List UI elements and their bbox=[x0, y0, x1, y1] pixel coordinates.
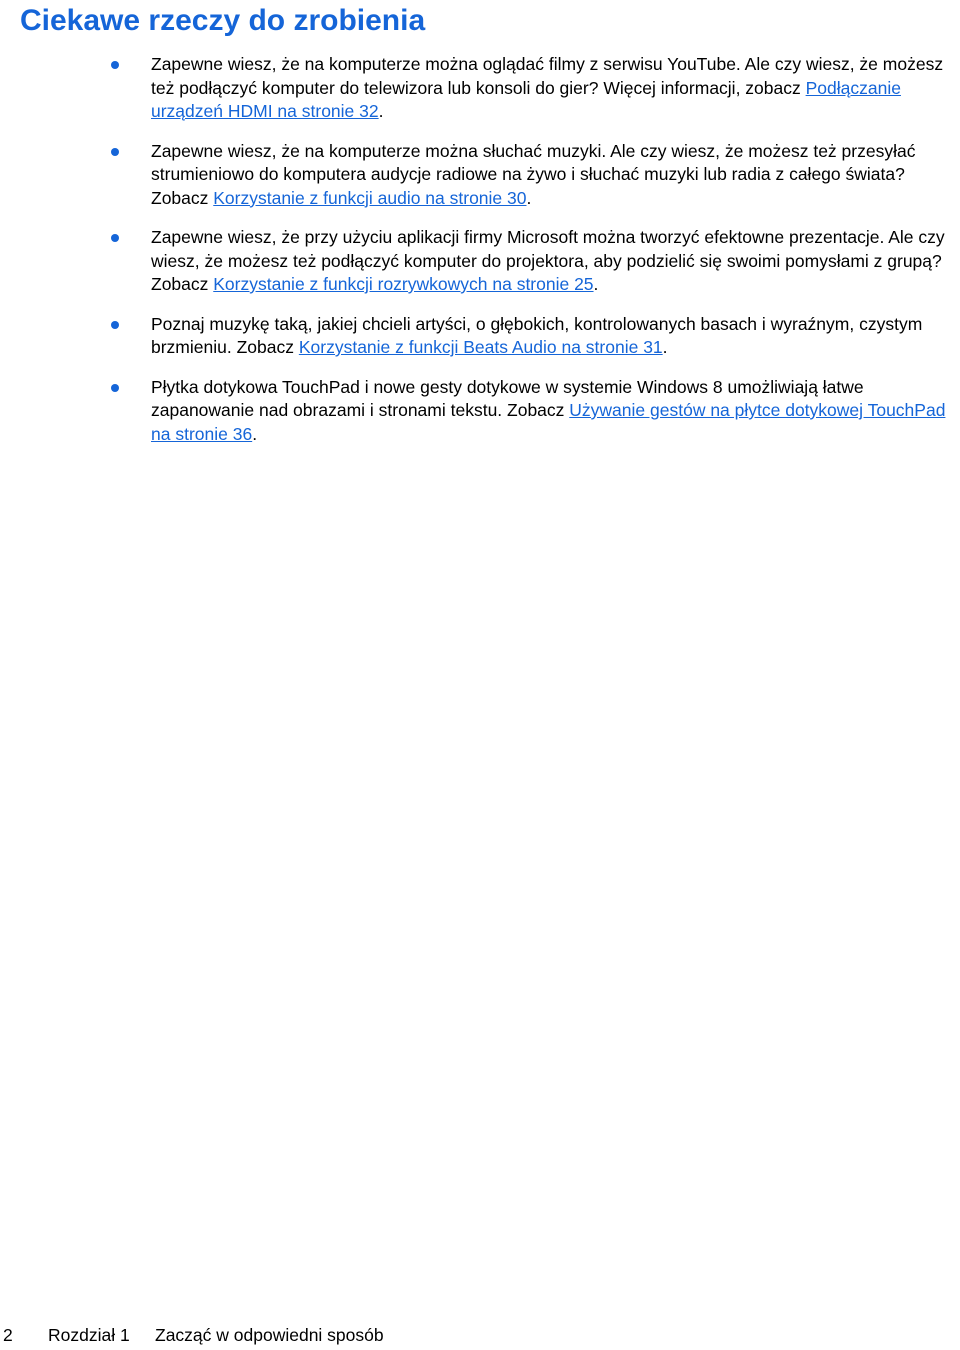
item-punctuation: . bbox=[526, 187, 532, 208]
list-item bbox=[0, 140, 960, 211]
link-beats-audio[interactable]: Korzystanie z funkcji Beats Audio na stronie 31 bbox=[298, 337, 663, 357]
bullet-dot-icon bbox=[111, 321, 119, 329]
list-item bbox=[0, 376, 960, 447]
footer-chapter-title: Zacząć w odpowiedni sposób bbox=[155, 1325, 384, 1345]
item-text: Zapewne wiesz, że przy użyciu aplikacji firmy Microsoft można tworzyć efektowne prezentacje. Ale czy wiesz, że możesz też podłączyć komputer do projektora, aby podzielić się swoimi pomysłami z grupą? Zobacz bbox=[151, 227, 945, 294]
link-entertainment[interactable]: Korzystanie z funkcji rozrywkowych na stronie 25 bbox=[213, 274, 594, 294]
item-punctuation: . bbox=[378, 101, 384, 121]
item-punctuation: . bbox=[662, 337, 668, 357]
bullet-dot-icon bbox=[111, 61, 119, 69]
bullet-dot-icon bbox=[111, 234, 119, 242]
footer-chapter: Rozdział 1 bbox=[48, 1325, 130, 1345]
item-punctuation: . bbox=[252, 423, 258, 444]
page-title: Ciekawe rzeczy do zrobienia bbox=[20, 4, 426, 37]
bullet-dot-icon bbox=[111, 384, 119, 392]
link-hdmi[interactable]: Podłączanie urządzeń HDMI na stronie 32 bbox=[151, 77, 901, 121]
item-text: Zapewne wiesz, że na komputerze można słuchać muzyki. Ale czy wiesz, że możesz też przesyłać strumieniowo do komputera audycje radiowe na żywo i słuchać muzyki lub radia z całego świata? Zobacz bbox=[151, 140, 916, 208]
item-punctuation: . bbox=[593, 274, 599, 294]
item-text: Płytka dotykowa TouchPad i nowe gesty dotykowe w systemie Windows 8 umożliwiają łatwe zapanowanie nad obrazami i stronami tekstu. Zobacz bbox=[151, 376, 864, 420]
item-text: Zapewne wiesz, że na komputerze można oglądać filmy z serwisu YouTube. Ale czy wiesz, że możesz też podłączyć komputer do telewizora lub konsoli do gier? Więcej informacji, zobacz bbox=[151, 54, 944, 98]
footer-page-number: 2 bbox=[3, 1325, 13, 1345]
list-item bbox=[0, 313, 960, 360]
link-audio[interactable]: Korzystanie z funkcji audio na stronie 30 bbox=[213, 187, 527, 208]
item-text: Poznaj muzykę taką, jakiej chcieli artyści, o głębokich, kontrolowanych basach i wyraźnym, czystym brzmieniu. Zobacz bbox=[151, 313, 923, 357]
link-touchpad-gestures[interactable]: Używanie gestów na płytce dotykowej TouchPad na stronie 36 bbox=[151, 400, 946, 444]
bullet-list bbox=[0, 53, 960, 462]
list-item bbox=[0, 226, 960, 297]
list-item bbox=[0, 53, 960, 124]
bullet-dot-icon bbox=[111, 148, 119, 156]
